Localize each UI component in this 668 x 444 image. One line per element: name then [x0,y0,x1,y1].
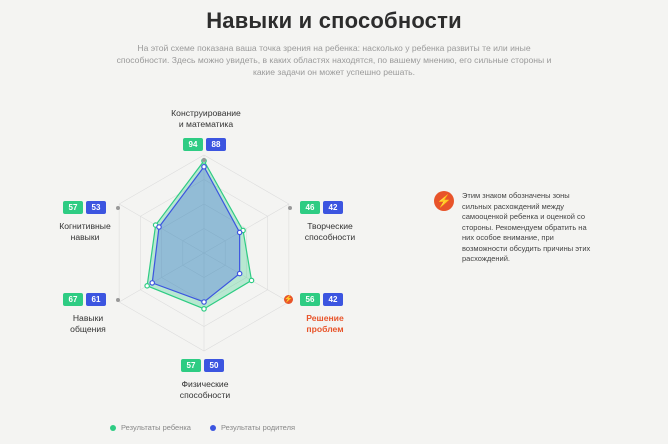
legend-parent-label: Результаты родителя [221,423,296,432]
parent-score-badge: 42 [323,201,343,214]
score-badges-physical [181,359,224,372]
child-score-badge: 46 [300,201,320,214]
child-score-badge: 57 [181,359,201,372]
child-data-point [202,307,206,311]
parent-data-point [202,300,206,304]
legend-item-child [110,423,191,432]
axis-marker-dot [202,158,206,162]
legend-parent-dot [210,425,216,431]
score-badges-communication [63,293,106,306]
child-score-badge: 56 [300,293,320,306]
discrepancy-warning-icon: ⚡ [284,296,293,303]
parent-data-point [237,230,241,234]
legend-child-label: Результаты ребенка [121,423,191,432]
parent-data-point [202,165,206,169]
axis-marker-dot [288,206,292,210]
child-score-badge: 67 [63,293,83,306]
page-subtitle: На этой схеме показана ваша точка зрения на ребенка: насколько у ребенка развиты те или иные способности. Здесь можно увидеть, в каких областях находятся, по вашему мнению, его сильные стороны и какие задачи он может успешно решать. [116,43,552,77]
parent-data-point [150,281,154,285]
axis-label-creative: Творческие способности [304,221,356,242]
score-badges-problem-solving [300,293,343,306]
axis-label-cognitive: Когнитивные навыки [59,221,111,242]
axis-marker-dot [116,206,120,210]
parent-score-badge: 53 [86,201,106,214]
legend-child-dot [110,425,116,431]
child-data-point [249,278,253,282]
child-score-badge: 94 [183,138,203,151]
axis-marker-dot [116,298,120,302]
score-badges-creative [300,201,343,214]
parent-score-badge: 42 [323,293,343,306]
parent-data-point [237,271,241,275]
child-data-point [145,284,149,288]
axis-label-construction: Конструирование и математика [171,108,241,129]
legend-item-parent [210,423,295,432]
axis-label-problem-solving: Решение проблем [306,313,344,334]
parent-score-badge: 50 [204,359,224,372]
parent-series-area [152,167,239,302]
axis-label-physical: Физические способности [179,379,231,400]
parent-data-point [157,225,161,229]
axis-label-communication: Навыки общения [70,313,106,334]
parent-score-badge: 61 [86,293,106,306]
page-title: Навыки и способности [206,8,462,33]
parent-score-badge: 88 [206,138,226,151]
discrepancy-note: Этим знаком обозначены зоны сильных расхождений между самооценкой ребенка и оценкой со стороны. Рекомендуем обратить на них особое внимание, при возможности обсудить причины этих расхождений. [462,191,591,263]
score-badges-cognitive [63,201,106,214]
lightning-icon: ⚡ [434,191,454,211]
child-score-badge: 57 [63,201,83,214]
score-badges-construction [183,138,226,151]
